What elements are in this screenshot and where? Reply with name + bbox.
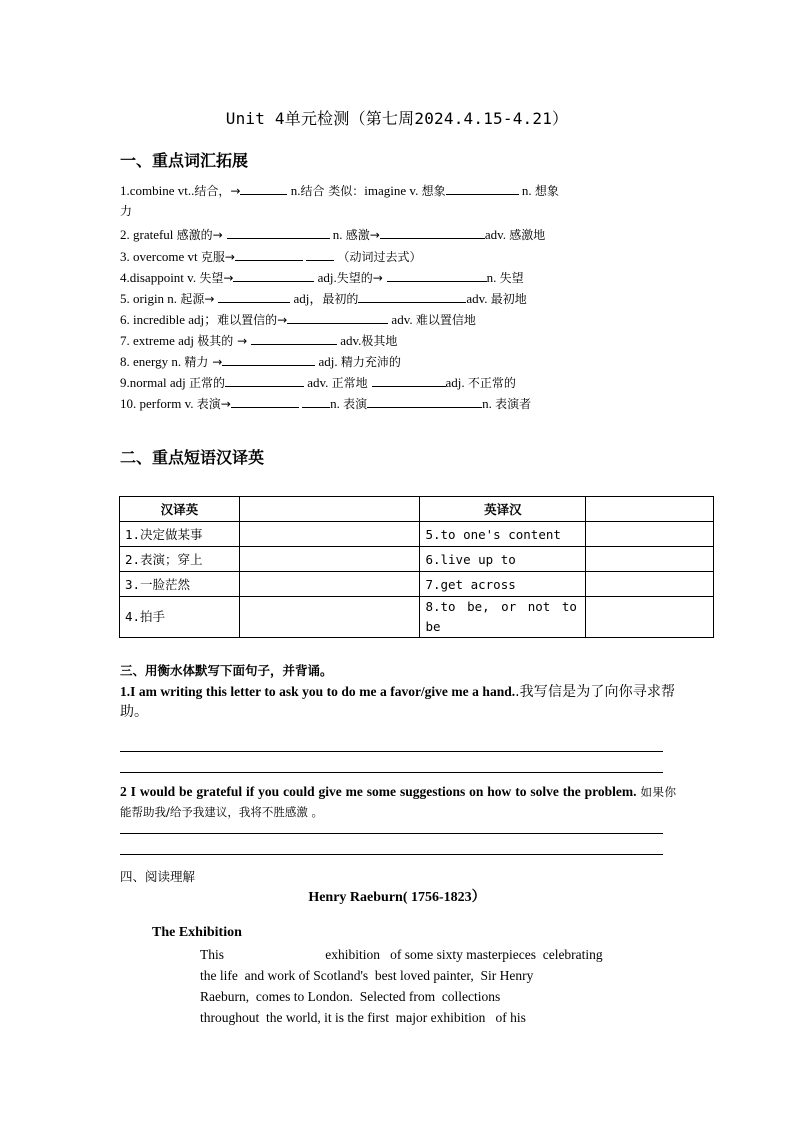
writing-line[interactable] xyxy=(120,751,663,752)
answer-blank[interactable] xyxy=(302,395,330,408)
writing-line[interactable] xyxy=(120,772,663,773)
answer-cell[interactable] xyxy=(586,572,714,597)
sentence-1: 1.I am writing this letter to ask you to do me a favor/give me a hand..我写信是为了向你寻求帮助。 xyxy=(120,684,675,720)
answer-blank[interactable] xyxy=(380,226,485,239)
answer-blank[interactable] xyxy=(225,374,304,387)
vocab-item-2: 2. grateful 感激的→ n. 感激→ adv. 感激地 xyxy=(120,227,546,242)
answer-blank[interactable] xyxy=(358,290,466,303)
page-title: Unit 4单元检测（第七周2024.4.15-4.21） xyxy=(225,109,569,128)
answer-cell[interactable] xyxy=(586,597,714,638)
answer-cell[interactable] xyxy=(239,572,420,597)
phrase-cell: 2.表演；穿上 xyxy=(120,547,240,572)
header-blank xyxy=(586,497,714,522)
answer-blank[interactable] xyxy=(372,374,446,387)
writing-line[interactable] xyxy=(120,833,663,834)
answer-blank[interactable] xyxy=(233,269,314,282)
vocab-item-4: 4.disappoint v. 失望→ adj.失望的→ n. 失望 xyxy=(120,270,524,285)
section4-heading: 四、阅读理解 xyxy=(120,869,196,884)
vocab-item-1: 1.combine vt..结合，→ n.结合 类似：imagine v. 想象 n. 想象 xyxy=(120,183,559,198)
passage-line: Raeburn, comes to London. Selected from collections xyxy=(200,989,501,1004)
vocab-item-7: 7. extreme adj 极其的 → adv.极其地 xyxy=(120,333,398,348)
answer-blank[interactable] xyxy=(446,182,519,195)
phrase-cell: 4.拍手 xyxy=(120,597,240,638)
answer-blank[interactable] xyxy=(218,290,290,303)
answer-cell[interactable] xyxy=(586,522,714,547)
answer-blank[interactable] xyxy=(235,248,303,261)
phrase-cell: 5.to one's content xyxy=(420,522,586,547)
table-header-row xyxy=(120,497,714,522)
answer-blank[interactable] xyxy=(240,182,287,195)
header-blank xyxy=(239,497,420,522)
vocab-item-8: 8. energy n. 精力 → adj. 精力充沛的 xyxy=(120,354,401,369)
answer-blank[interactable] xyxy=(287,311,388,324)
table-row xyxy=(120,547,714,572)
table-row xyxy=(120,597,714,638)
phrase-cell: 1.决定做某事 xyxy=(120,522,240,547)
vocab-item-5: 5. origin n. 起源→ adj，最初的 adv. 最初地 xyxy=(120,291,527,306)
passage-line: This exhibition of some sixty masterpieces celebrating xyxy=(200,947,603,962)
section1-heading: 一、重点词汇拓展 xyxy=(120,151,249,170)
section2-heading: 二、重点短语汉译英 xyxy=(120,448,265,467)
phrase-cell: 6.live up to xyxy=(420,547,586,572)
passage-title: Henry Raeburn( 1756-1823） xyxy=(308,890,486,905)
vocab-item-9: 9.normal adj 正常的 adv. 正常地 adj. 不正常的 xyxy=(120,375,516,390)
answer-blank[interactable] xyxy=(231,395,299,408)
answer-blank[interactable] xyxy=(306,248,334,261)
phrase-cell: 7.get across xyxy=(420,572,586,597)
answer-cell[interactable] xyxy=(586,547,714,572)
sentence-2: 2 I would be grateful if you could give me some suggestions on how to solve the problem. 如果你能帮助我/给予我建议，我将不胜感激 。 xyxy=(120,784,676,819)
answer-cell[interactable] xyxy=(239,597,420,638)
passage-subheading: The Exhibition xyxy=(152,925,242,940)
table-row xyxy=(120,572,714,597)
answer-blank[interactable] xyxy=(222,353,315,366)
header-cn-to-en: 汉译英 xyxy=(120,497,240,522)
answer-blank[interactable] xyxy=(251,332,337,345)
answer-blank[interactable] xyxy=(387,269,487,282)
table-row xyxy=(120,522,714,547)
phrase-cell: 3.一脸茫然 xyxy=(120,572,240,597)
answer-blank[interactable] xyxy=(367,395,482,408)
vocab-item-1-wrap: 力 xyxy=(120,204,133,218)
passage-line: the life and work of Scotland's best loved painter, Sir Henry xyxy=(200,968,534,983)
vocab-item-10: 10. perform v. 表演→ n. 表演 n. 表演者 xyxy=(120,396,532,411)
phrase-cell: 8.to be, or not to be xyxy=(420,597,586,638)
answer-cell[interactable] xyxy=(239,522,420,547)
vocab-item-3: 3. overcome vt 克服→ （动词过去式） xyxy=(120,249,422,264)
section3-heading: 三、用衡水体默写下面句子，并背诵。 xyxy=(120,663,333,678)
passage-line: throughout the world, it is the first major exhibition of his xyxy=(200,1010,526,1025)
vocab-item-6: 6. incredible adj；难以置信的→ adv. 难以置信地 xyxy=(120,312,476,327)
writing-line[interactable] xyxy=(120,854,663,855)
phrase-table xyxy=(119,496,714,638)
header-en-to-cn: 英译汉 xyxy=(420,497,586,522)
answer-blank[interactable] xyxy=(227,226,330,239)
answer-cell[interactable] xyxy=(239,547,420,572)
